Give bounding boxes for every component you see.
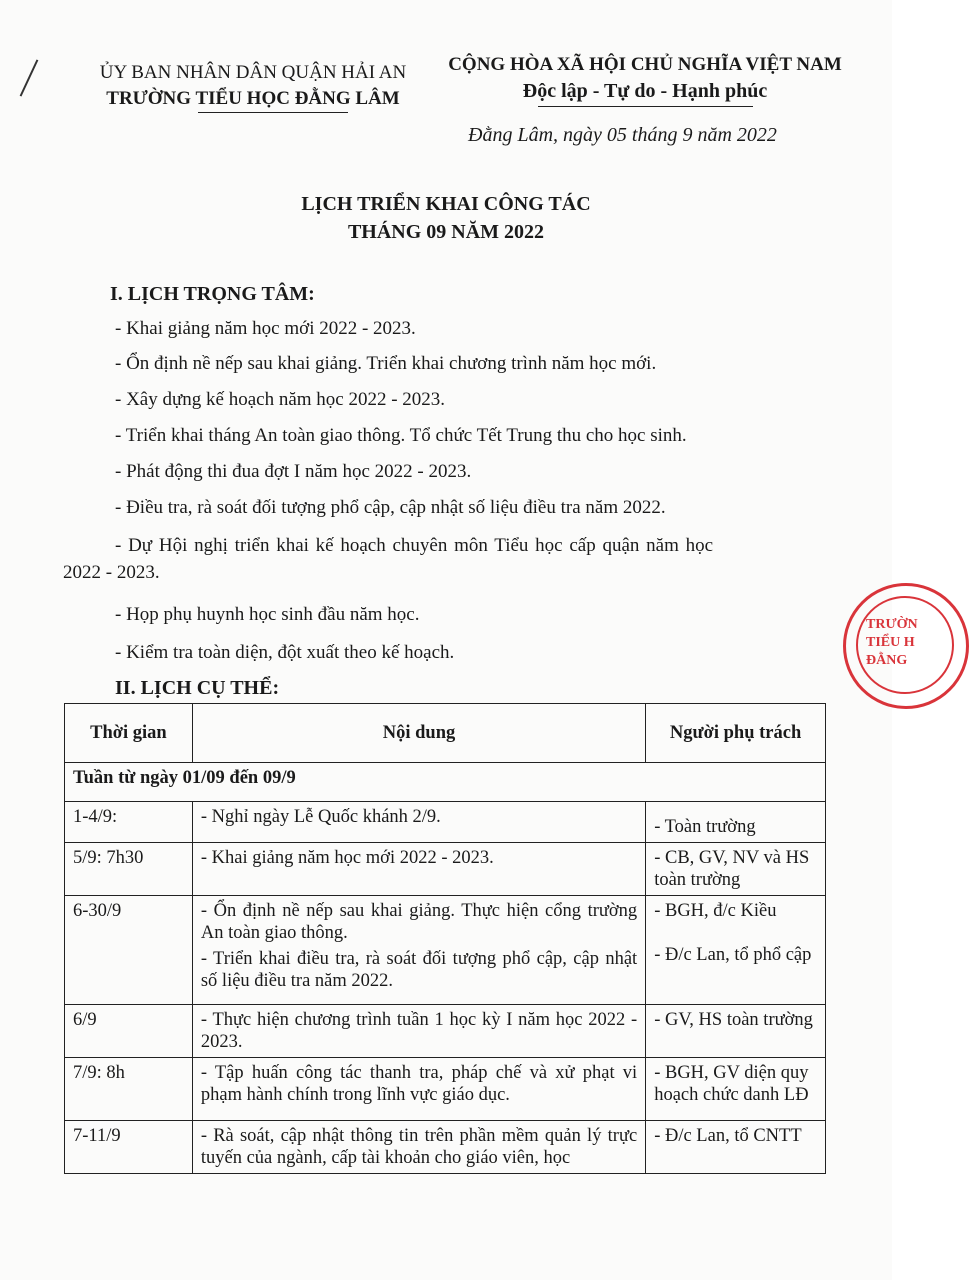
cell-owner — [646, 896, 826, 1005]
pen-mark — [20, 59, 39, 96]
cell-content: - Khai giảng năm học mới 2022 - 2023. — [192, 843, 645, 896]
column-header-owner: Người phụ trách — [646, 704, 826, 763]
list-item: - Điều tra, rà soát đối tượng phổ cập, cập nhật số liệu điều tra năm 2022. — [115, 497, 666, 518]
table-row — [65, 896, 826, 1005]
table-row — [65, 843, 826, 896]
table-row — [65, 1005, 826, 1058]
table-row — [65, 802, 826, 843]
week-label: Tuần từ ngày 01/09 đến 09/9 — [65, 763, 826, 802]
list-item: - Kiểm tra toàn diện, đột xuất theo kế hoạch. — [115, 642, 455, 663]
table-header-row — [65, 704, 826, 763]
content-item: - Ổn định nề nếp sau khai giảng. Thực hiện cổng trường An toàn giao thông. — [200, 901, 638, 943]
issuer-block — [88, 60, 418, 113]
list-item: - Họp phụ huynh học sinh đầu năm học. — [115, 604, 420, 625]
list-item-continuation: 2022 - 2023. — [63, 562, 160, 583]
section-2-heading: II. LỊCH CỤ THỂ: — [115, 677, 280, 699]
list-item: - Ổn định nề nếp sau khai giảng. Triển khai chương trình năm học mới. — [115, 353, 657, 374]
national-motto-block — [425, 52, 865, 109]
list-item: - Dự Hội nghị triển khai kế hoạch chuyên môn Tiểu học cấp quận năm học — [115, 535, 714, 556]
cell-time: 6-30/9 — [65, 896, 193, 1005]
owner-item: - Đ/c Lan, tổ phổ cập — [654, 945, 812, 965]
cell-owner: - Toàn trường — [646, 802, 826, 843]
cell-content: - Rà soát, cập nhật thông tin trên phần mềm quản lý trực tuyến của ngành, cấp tài khoản cho giáo viên, học — [192, 1121, 645, 1174]
list-item: - Triển khai tháng An toàn giao thông. Tổ chức Tết Trung thu cho học sinh. — [115, 425, 687, 446]
cell-content: - Tập huấn công tác thanh tra, pháp chế và xử phạt vi phạm hành chính trong lĩnh vực giáo dục. — [192, 1058, 645, 1121]
week-row — [65, 763, 826, 802]
country-name: CỘNG HÒA XÃ HỘI CHỦ NGHĨA VIỆT NAM — [448, 54, 842, 75]
column-header-content: Nội dung — [192, 704, 645, 763]
list-item: - Xây dựng kế hoạch năm học 2022 - 2023. — [115, 389, 446, 410]
cell-content: - Thực hiện chương trình tuần 1 học kỳ I năm học 2022 - 2023. — [192, 1005, 645, 1058]
motto: Độc lập - Tự do - Hạnh phúc — [522, 80, 768, 102]
document-date: Đằng Lâm, ngày 05 tháng 9 năm 2022 — [468, 124, 777, 146]
cell-owner: - CB, GV, NV và HS toàn trường — [646, 843, 826, 896]
stamp-text: ĐẰNG — [866, 653, 908, 668]
cell-time: 1-4/9: — [65, 802, 193, 843]
title-line-2: THÁNG 09 NĂM 2022 — [347, 221, 545, 243]
school-stamp — [843, 583, 969, 709]
list-item: - Khai giảng năm học mới 2022 - 2023. — [115, 318, 416, 339]
title-line-1: LỊCH TRIỂN KHAI CÔNG TÁC — [301, 193, 591, 215]
cell-owner: - GV, HS toàn trường — [646, 1005, 826, 1058]
issuer-school: TRƯỜNG TIỂU HỌC ĐẰNG LÂM — [106, 88, 400, 109]
table-row — [65, 1121, 826, 1174]
document-title — [0, 190, 892, 246]
stamp-text: TIỂU H — [866, 635, 915, 650]
cell-time: 7/9: 8h — [65, 1058, 193, 1121]
table-row — [65, 1058, 826, 1121]
cell-time: 7-11/9 — [65, 1121, 193, 1174]
cell-content — [192, 896, 645, 1005]
column-header-time: Thời gian — [65, 704, 193, 763]
cell-content: - Nghỉ ngày Lễ Quốc khánh 2/9. — [192, 802, 645, 843]
owner-item: - BGH, đ/c Kiều — [654, 901, 777, 921]
cell-owner: - BGH, GV diện quy hoạch chức danh LĐ — [646, 1058, 826, 1121]
cell-time: 6/9 — [65, 1005, 193, 1058]
issuer-authority: ỦY BAN NHÂN DÂN QUẬN HẢI AN — [99, 62, 407, 83]
content-item: - Triển khai điều tra, rà soát đối tượng phổ cập, cập nhật số liệu điều tra năm 2022. — [200, 949, 638, 991]
cell-time: 5/9: 7h30 — [65, 843, 193, 896]
section-1-heading: I. LỊCH TRỌNG TÂM: — [110, 283, 315, 305]
cell-owner: - Đ/c Lan, tổ CNTT — [646, 1121, 826, 1174]
schedule-table — [64, 703, 826, 1174]
stamp-text: TRƯỜN — [866, 617, 918, 632]
list-item: - Phát động thi đua đợt I năm học 2022 - 2023. — [115, 461, 472, 482]
